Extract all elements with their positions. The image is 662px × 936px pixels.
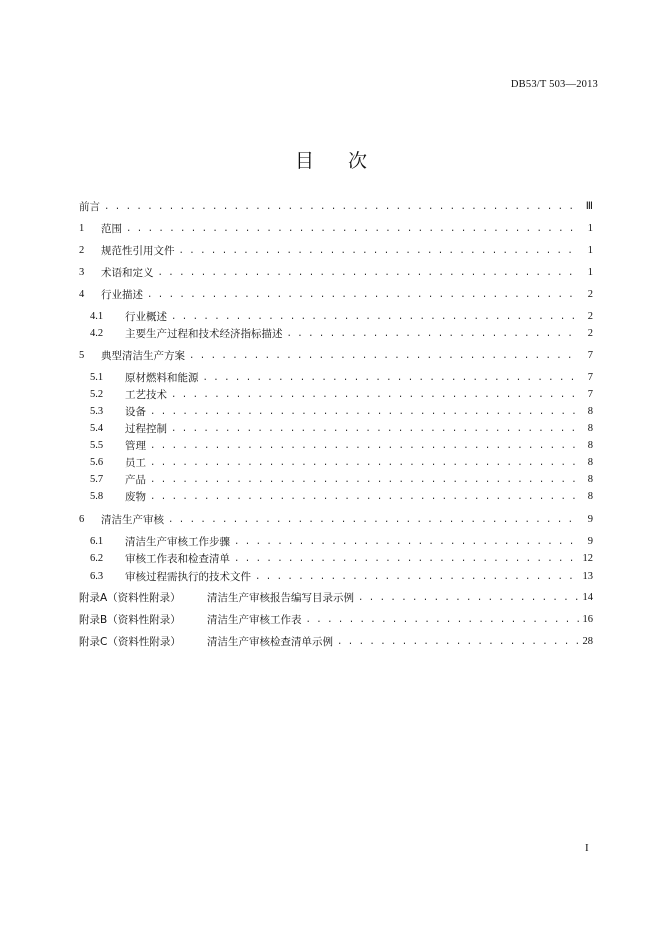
toc-leader-dots [104,199,579,215]
toc-entry-label: 清洁生产审核报告编写目录示例 [207,592,354,604]
toc-entry-page: 2 [587,289,593,300]
toc-entry-label: 清洁生产审核工作步骤 [125,536,230,548]
toc-entry-label: 主要生产过程和技术经济指标描述 [125,328,283,340]
toc-entry[interactable] [79,512,593,528]
toc-entry-number: 附录A（资料性附录） [79,592,181,604]
toc-entry[interactable] [79,265,593,281]
toc-entry-label: 设备 [125,406,146,418]
toc-entry[interactable] [79,590,593,606]
toc-entry-number: 附录C（资料性附录） [79,636,181,648]
toc-entry-number: 6.3 [90,571,104,582]
toc-entry[interactable] [90,489,593,505]
toc-entry[interactable] [79,199,593,215]
toc-entry-page: 8 [587,474,593,485]
toc-entry[interactable] [90,455,593,471]
toc-leader-dots [171,309,579,325]
toc-entry-label: 典型清洁生产方案 [101,350,185,362]
toc-leader-dots [171,387,579,403]
toc-entry-number: 4.2 [90,328,104,339]
toc-entry-page: 9 [587,514,593,525]
toc-entry-label: 工艺技术 [125,389,167,401]
toc-entry-page: 9 [587,536,593,547]
toc-entry-page: 2 [587,311,593,322]
toc-entry-number: 4.1 [90,311,104,322]
toc-leader-dots [189,348,579,364]
toc-entry-number: 5.7 [90,474,104,485]
toc-entry-page: 8 [587,423,593,434]
toc-entry-label: 清洁生产审核 [101,514,164,526]
toc-leader-dots [126,221,579,237]
toc-entry-number: 5.2 [90,389,104,400]
toc-entry[interactable] [79,221,593,237]
toc-leader-dots [147,287,579,303]
toc-entry-page: 16 [582,614,593,625]
toc-entry-page: 1 [587,267,593,278]
toc-entry-number: 5.3 [90,406,104,417]
toc-leader-dots [234,551,579,567]
toc-entry-page: 8 [587,440,593,451]
toc-entry-page: 1 [587,245,593,256]
toc-entry-label: 清洁生产审核工作表 [207,614,302,626]
toc-entry-number: 4 [79,289,85,300]
toc-leader-dots [255,569,579,585]
toc-entry-label: 员工 [125,457,146,469]
toc-entry-number: 5.8 [90,491,104,502]
toc-entry[interactable] [79,634,593,650]
toc-entry-number: 3 [79,267,85,278]
toc-entry[interactable] [90,551,593,567]
toc-entry-label: 行业描述 [101,289,143,301]
toc-leader-dots [150,455,579,471]
toc-entry[interactable] [90,472,593,488]
toc-leader-dots [306,612,579,628]
toc-leader-dots [168,512,579,528]
toc-leader-dots [203,370,580,386]
toc-leader-dots [358,590,579,606]
toc-entry-page: 7 [587,350,593,361]
toc-entry-number: 5.5 [90,440,104,451]
toc-leader-dots [158,265,580,281]
toc-leader-dots [150,472,579,488]
toc-entry-number: 6.1 [90,536,104,547]
toc-entry-number: 6.2 [90,553,104,564]
toc-entry-page: 13 [582,571,593,582]
document-code: DB53/T 503—2013 [510,79,598,90]
toc-entry-page: 8 [587,491,593,502]
toc-entry-page: 14 [582,592,593,603]
toc-entry[interactable] [90,569,593,585]
toc-leader-dots [234,534,579,550]
toc-entry-label: 废物 [125,491,146,503]
toc-entry-label: 产品 [125,474,146,486]
toc-entry-page: 7 [587,389,593,400]
toc-entry[interactable] [90,326,593,342]
toc-entry-page: Ⅲ [585,201,593,212]
toc-title: 目次 [294,150,401,172]
toc-entry[interactable] [79,612,593,628]
toc-entry-label: 范围 [101,223,122,235]
toc-entry-number: 5.6 [90,457,104,468]
toc-leader-dots [179,243,580,259]
toc-entry[interactable] [90,404,593,420]
toc-entry[interactable] [79,287,593,303]
toc-entry-label: 过程控制 [125,423,167,435]
toc-entry-page: 2 [587,328,593,339]
toc-entry-number: 2 [79,245,85,256]
toc-entry-page: 1 [587,223,593,234]
toc-leader-dots [150,438,579,454]
toc-entry[interactable] [79,243,593,259]
toc-leader-dots [171,421,579,437]
toc-leader-dots [150,404,579,420]
toc-entry-number: 附录B（资料性附录） [79,614,181,626]
toc-entry-label: 行业概述 [125,311,167,323]
toc-entry-label: 管理 [125,440,146,452]
toc-entry-label: 规范性引用文件 [101,245,175,257]
toc-entry-page: 12 [582,553,593,564]
toc-entry-page: 28 [582,636,593,647]
toc-entry[interactable] [90,309,593,325]
toc-leader-dots [337,634,579,650]
toc-entry-page: 8 [587,406,593,417]
toc-entry[interactable] [79,348,593,364]
toc-entry-number: 5.1 [90,372,104,383]
toc-entry-label: 原材燃料和能源 [125,372,199,384]
toc-entry-label: 审核工作表和检查清单 [125,553,230,565]
toc-entry-label: 清洁生产审核检查清单示例 [207,636,333,648]
toc-entry-label: 术语和定义 [101,267,154,279]
toc-entry[interactable] [90,387,593,403]
toc-entry-page: 8 [587,457,593,468]
toc-entry[interactable] [90,421,593,437]
toc-entry-number: 5 [79,350,85,361]
toc-leader-dots [287,326,580,342]
toc-leader-dots [150,489,579,505]
toc-entry-number: 6 [79,514,85,525]
toc-entry-page: 7 [587,372,593,383]
toc-entry[interactable] [90,370,593,386]
toc-entry-label: 审核过程需执行的技术文件 [125,571,251,583]
toc-entry[interactable] [90,534,593,550]
toc-entry-number: 1 [79,223,85,234]
page-number: I [585,842,589,854]
toc-entry[interactable] [90,438,593,454]
toc-entry-number: 5.4 [90,423,104,434]
toc-entry-label: 前言 [79,201,100,213]
